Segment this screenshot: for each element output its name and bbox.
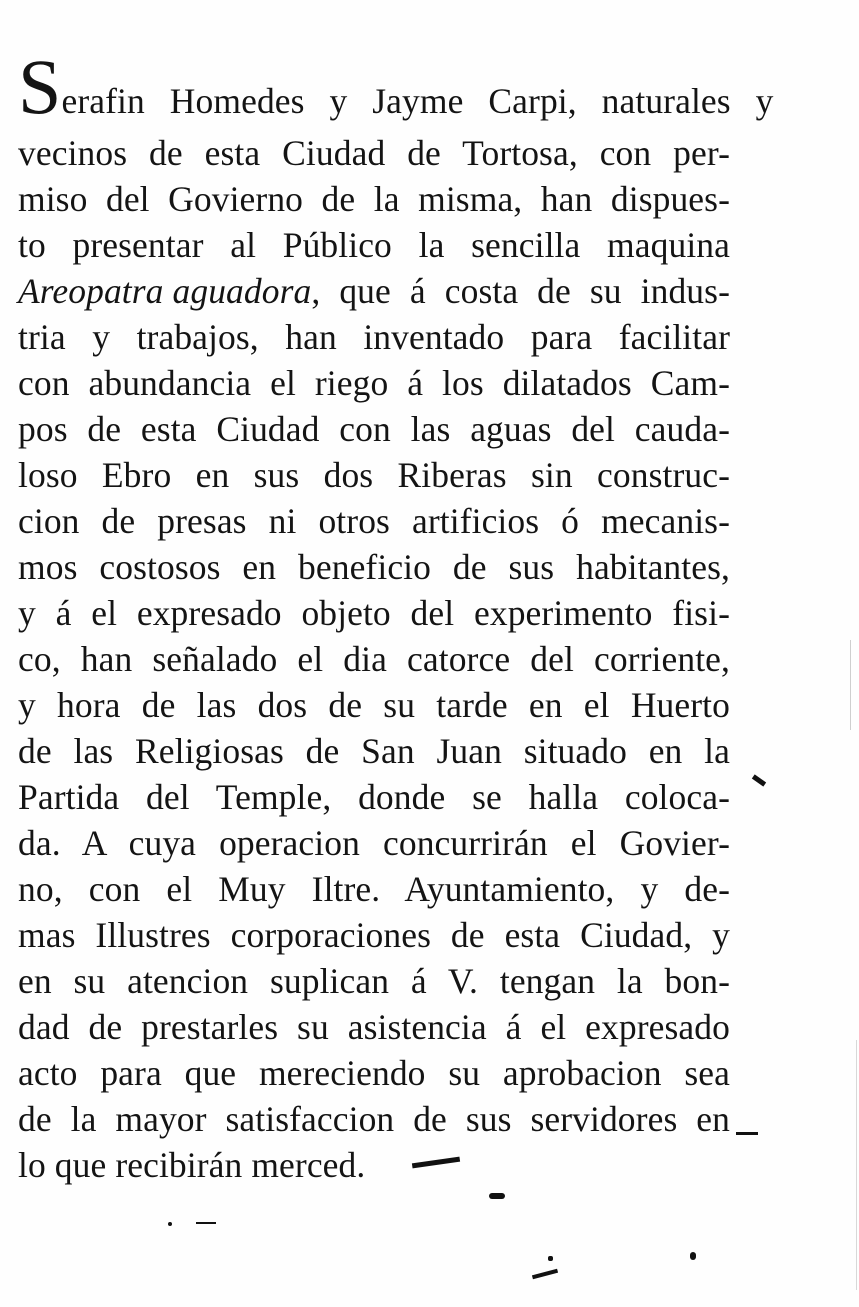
text-line — [18, 866, 730, 912]
text-segment: miso del Govierno de la misma, han dispues- — [18, 179, 730, 219]
text-line — [18, 682, 730, 728]
text-segment: dad de prestarles su asistencia á el expresado — [18, 1007, 730, 1047]
text-line — [18, 1142, 730, 1188]
text-line — [18, 1004, 730, 1050]
text-segment: erafin Homedes y Jayme Carpi, naturales y — [61, 81, 774, 121]
drop-cap: S — [18, 43, 62, 130]
text-segment: to presentar al Público la sencilla maquina — [18, 225, 730, 265]
ink-blot — [548, 1256, 553, 1261]
ink-blot — [690, 1252, 696, 1260]
ink-blot — [196, 1222, 216, 1224]
text-segment: mas Illustres corporaciones de esta Ciudad, y — [18, 915, 730, 955]
text-segment: cion de presas ni otros artificios ó mecanis- — [18, 501, 730, 541]
text-line — [18, 728, 730, 774]
text-segment: tria y trabajos, han inventado para facilitar — [18, 317, 730, 357]
text-segment: con abundancia el riego á los dilatados Cam- — [18, 363, 730, 403]
text-line — [18, 176, 730, 222]
page-edge-mark — [856, 1040, 857, 1290]
text-line — [18, 222, 730, 268]
text-line — [18, 544, 730, 590]
text-line — [18, 774, 730, 820]
text-line — [18, 498, 730, 544]
ink-blot — [736, 1132, 758, 1135]
text-segment: mos costosos en beneficio de sus habitantes, — [18, 547, 730, 587]
text-segment: acto para que mereciendo su aprobacion sea — [18, 1053, 730, 1093]
text-line — [18, 452, 730, 498]
text-line — [18, 636, 730, 682]
text-segment: no, con el Muy Iltre. Ayuntamiento, y de- — [18, 869, 730, 909]
text-segment: de las Religiosas de San Juan situado en la — [18, 731, 730, 771]
body-text — [18, 43, 774, 1188]
text-line — [18, 268, 730, 314]
text-segment: Partida del Temple, donde se halla coloca- — [18, 777, 730, 817]
text-line — [18, 912, 730, 958]
text-segment: de la mayor satisfaccion de sus servidores en — [18, 1099, 730, 1139]
italic-term: Areopatra aguadora — [18, 271, 312, 311]
text-segment: loso Ebro en sus dos Riberas sin construc- — [18, 455, 730, 495]
text-line — [18, 43, 774, 130]
ink-blot — [168, 1222, 172, 1226]
text-segment: vecinos de esta Ciudad de Tortosa, con per- — [18, 133, 730, 173]
text-segment: y hora de las dos de su tarde en el Huerto — [18, 685, 730, 725]
text-line — [18, 130, 730, 176]
ink-blot — [489, 1193, 505, 1199]
text-segment: , que á costa de su indus- — [311, 271, 730, 311]
text-line — [18, 1050, 730, 1096]
text-line — [18, 820, 730, 866]
text-line — [18, 360, 730, 406]
text-line — [18, 590, 730, 636]
text-segment: da. A cuya operacion concurrirán el Govier- — [18, 823, 730, 863]
ink-blot — [532, 1269, 558, 1280]
text-line — [18, 958, 730, 1004]
ink-blot — [752, 774, 766, 786]
text-line — [18, 406, 730, 452]
text-line — [18, 1096, 730, 1142]
text-segment: pos de esta Ciudad con las aguas del cauda- — [18, 409, 730, 449]
text-line — [18, 314, 730, 360]
text-segment: en su atencion suplican á V. tengan la bon- — [18, 961, 730, 1001]
text-segment: co, han señalado el dia catorce del corriente, — [18, 639, 730, 679]
page-edge-mark — [850, 640, 851, 730]
text-segment: y á el expresado objeto del experimento fisi- — [18, 593, 730, 633]
text-segment: lo que recibirán merced. — [18, 1145, 366, 1185]
